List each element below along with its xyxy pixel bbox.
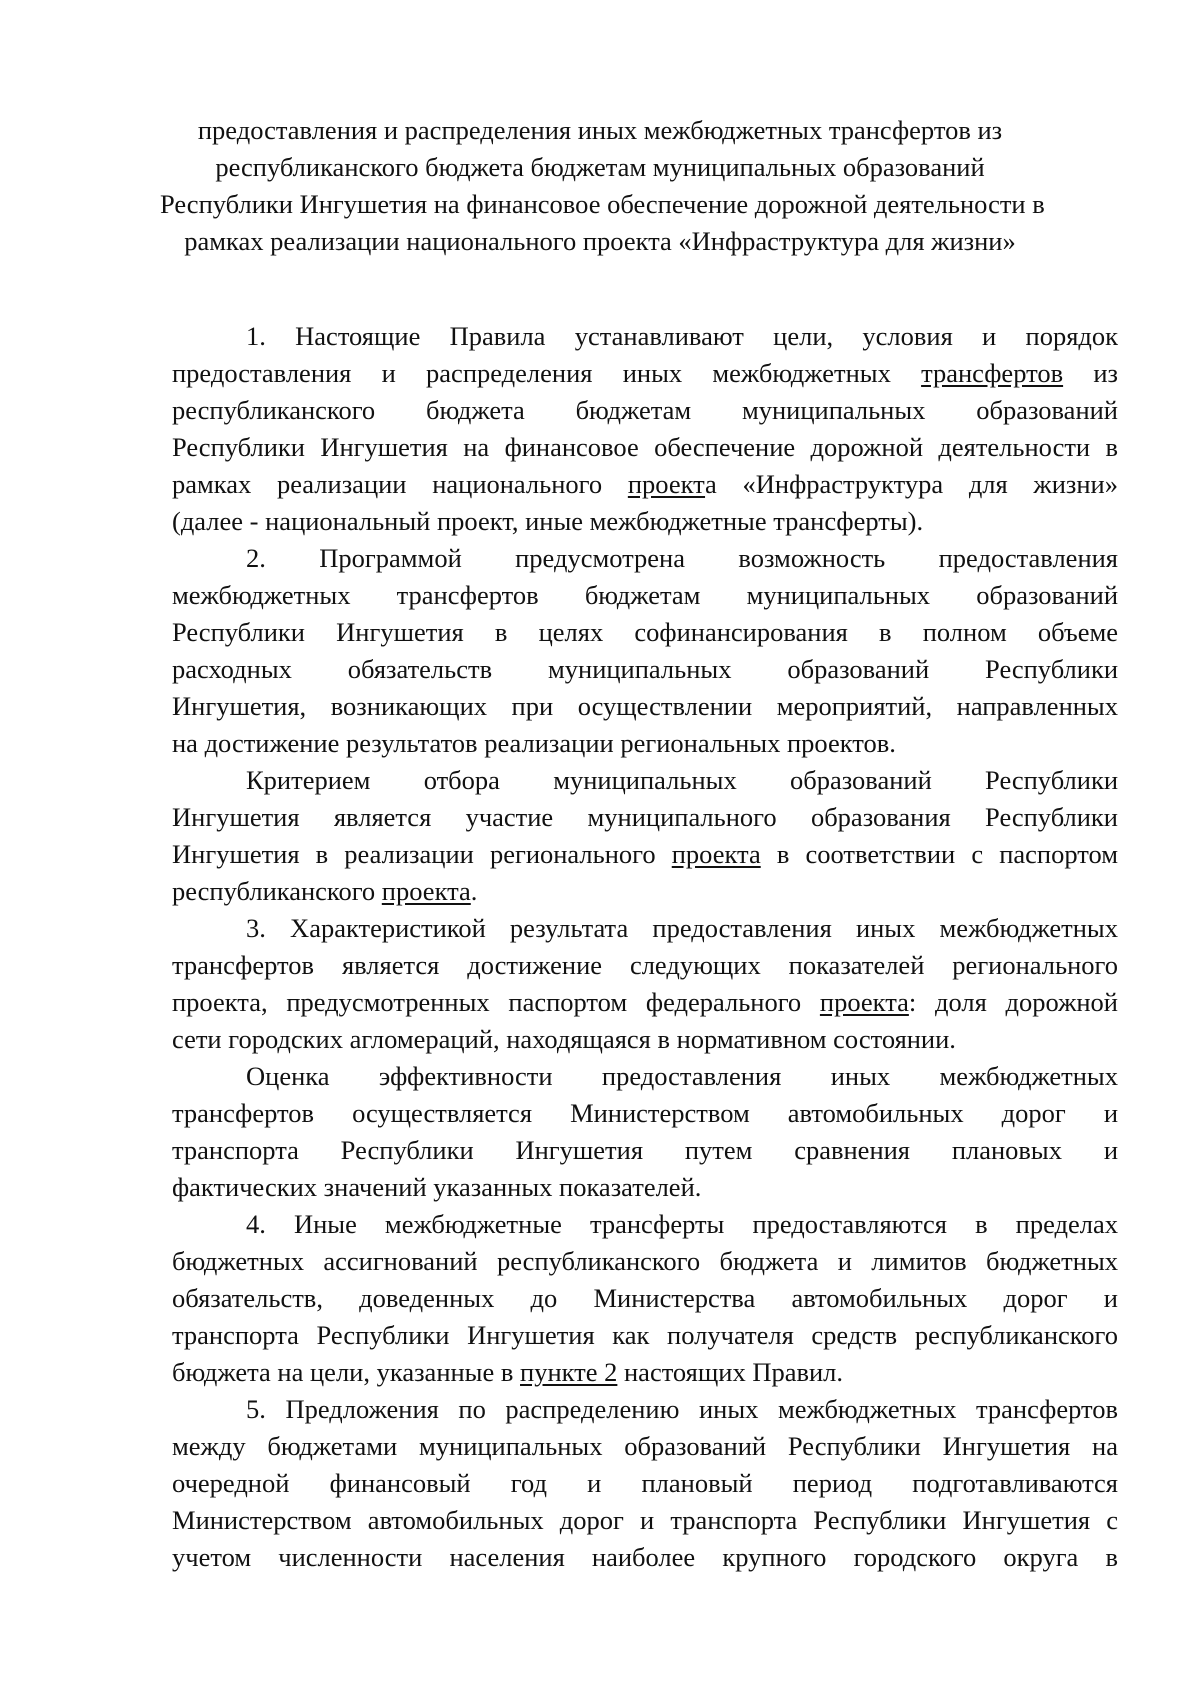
reference-link[interactable]: проекта: [381, 876, 471, 906]
title-line: предоставления и распределения иных межбюджетных трансфертов из: [197, 115, 1003, 145]
text-line: республиканского бюджета бюджетам муниципальных образований: [172, 395, 1118, 425]
title-line: рамках реализации национального проекта «Инфраструктура для жизни»: [184, 226, 1016, 256]
text-line: очередной финансовый год и плановый период подготавливаются: [172, 1468, 1118, 1498]
text-line: сети городских агломераций, находящаяся в нормативном состоянии.: [172, 1024, 956, 1054]
text-line: учетом численности населения наиболее крупного городского округа в: [172, 1542, 1118, 1572]
text-line: трансфертов является достижение следующих показателей регионального: [172, 950, 1118, 980]
document-body: [172, 318, 1118, 1576]
text-line: Ингушетия в реализации регионального проекта в соответствии с паспортом: [172, 839, 1118, 869]
text-line: трансфертов осуществляется Министерством автомобильных дорог и: [172, 1098, 1118, 1128]
text-line: 5. Предложения по распределению иных межбюджетных трансфертов: [246, 1394, 1118, 1424]
text-line: транспорта Республики Ингушетия путем сравнения плановых и: [172, 1135, 1118, 1165]
text-line: 2. Программой предусмотрена возможность предоставления: [246, 543, 1118, 573]
text-line: республиканского проекта.: [172, 876, 478, 906]
text-line: 3. Характеристикой результата предоставления иных межбюджетных: [246, 913, 1118, 943]
reference-link[interactable]: пункте 2: [520, 1357, 618, 1387]
text-line: межбюджетных трансфертов бюджетам муниципальных образований: [172, 580, 1118, 610]
paragraph: [172, 540, 1118, 762]
text-line: 4. Иные межбюджетные трансферты предоставляются в пределах: [246, 1209, 1118, 1239]
text-line: расходных обязательств муниципальных образований Республики: [172, 654, 1118, 684]
text-line: 1. Настоящие Правила устанавливают цели, условия и порядок: [246, 321, 1118, 351]
text-line: бюджета на цели, указанные в пункте 2 настоящих Правил.: [172, 1357, 844, 1387]
text-line: Министерством автомобильных дорог и транспорта Республики Ингушетия с: [172, 1505, 1118, 1535]
title-line: республиканского бюджета бюджетам муниципальных образований: [215, 152, 985, 182]
document-title: [160, 112, 1045, 260]
text-line: Ингушетия является участие муниципального образования Республики: [172, 802, 1118, 832]
text-line: Республики Ингушетия в целях софинансирования в полном объеме: [172, 617, 1118, 647]
paragraph: [172, 1206, 1118, 1391]
title-line: Республики Ингушетия на финансовое обеспечение дорожной деятельности в: [160, 189, 1045, 219]
text-line: предоставления и распределения иных межбюджетных трансфертов из: [172, 358, 1118, 388]
paragraph: [172, 318, 1118, 540]
reference-link[interactable]: проекта: [819, 987, 909, 1017]
text-line: между бюджетами муниципальных образований Республики Ингушетия на: [172, 1431, 1118, 1461]
text-line: на достижение результатов реализации региональных проектов.: [172, 728, 896, 758]
paragraph: [172, 1391, 1118, 1576]
paragraph: [172, 762, 1118, 910]
reference-link[interactable]: проекта: [671, 839, 761, 869]
text-line: бюджетных ассигнований республиканского бюджета и лимитов бюджетных: [172, 1246, 1118, 1276]
reference-link[interactable]: проект: [627, 469, 706, 499]
text-line: (далее - национальный проект, иные межбюджетные трансферты).: [172, 506, 924, 536]
paragraph: [172, 910, 1118, 1058]
text-line: проекта, предусмотренных паспортом федерального проекта: доля дорожной: [172, 987, 1118, 1017]
text-line: фактических значений указанных показателей.: [172, 1172, 702, 1202]
text-line: Ингушетия, возникающих при осуществлении мероприятий, направленных: [172, 691, 1118, 721]
text-line: рамках реализации национального проекта «Инфраструктура для жизни»: [172, 469, 1118, 499]
text-line: транспорта Республики Ингушетия как получателя средств республиканского: [172, 1320, 1118, 1350]
text-line: обязательств, доведенных до Министерства автомобильных дорог и: [172, 1283, 1118, 1313]
text-line: Критерием отбора муниципальных образований Республики: [246, 765, 1118, 795]
text-line: Республики Ингушетия на финансовое обеспечение дорожной деятельности в: [172, 432, 1118, 462]
paragraph: [172, 1058, 1118, 1206]
text-line: Оценка эффективности предоставления иных межбюджетных: [246, 1061, 1118, 1091]
reference-link[interactable]: трансфертов: [921, 358, 1064, 388]
